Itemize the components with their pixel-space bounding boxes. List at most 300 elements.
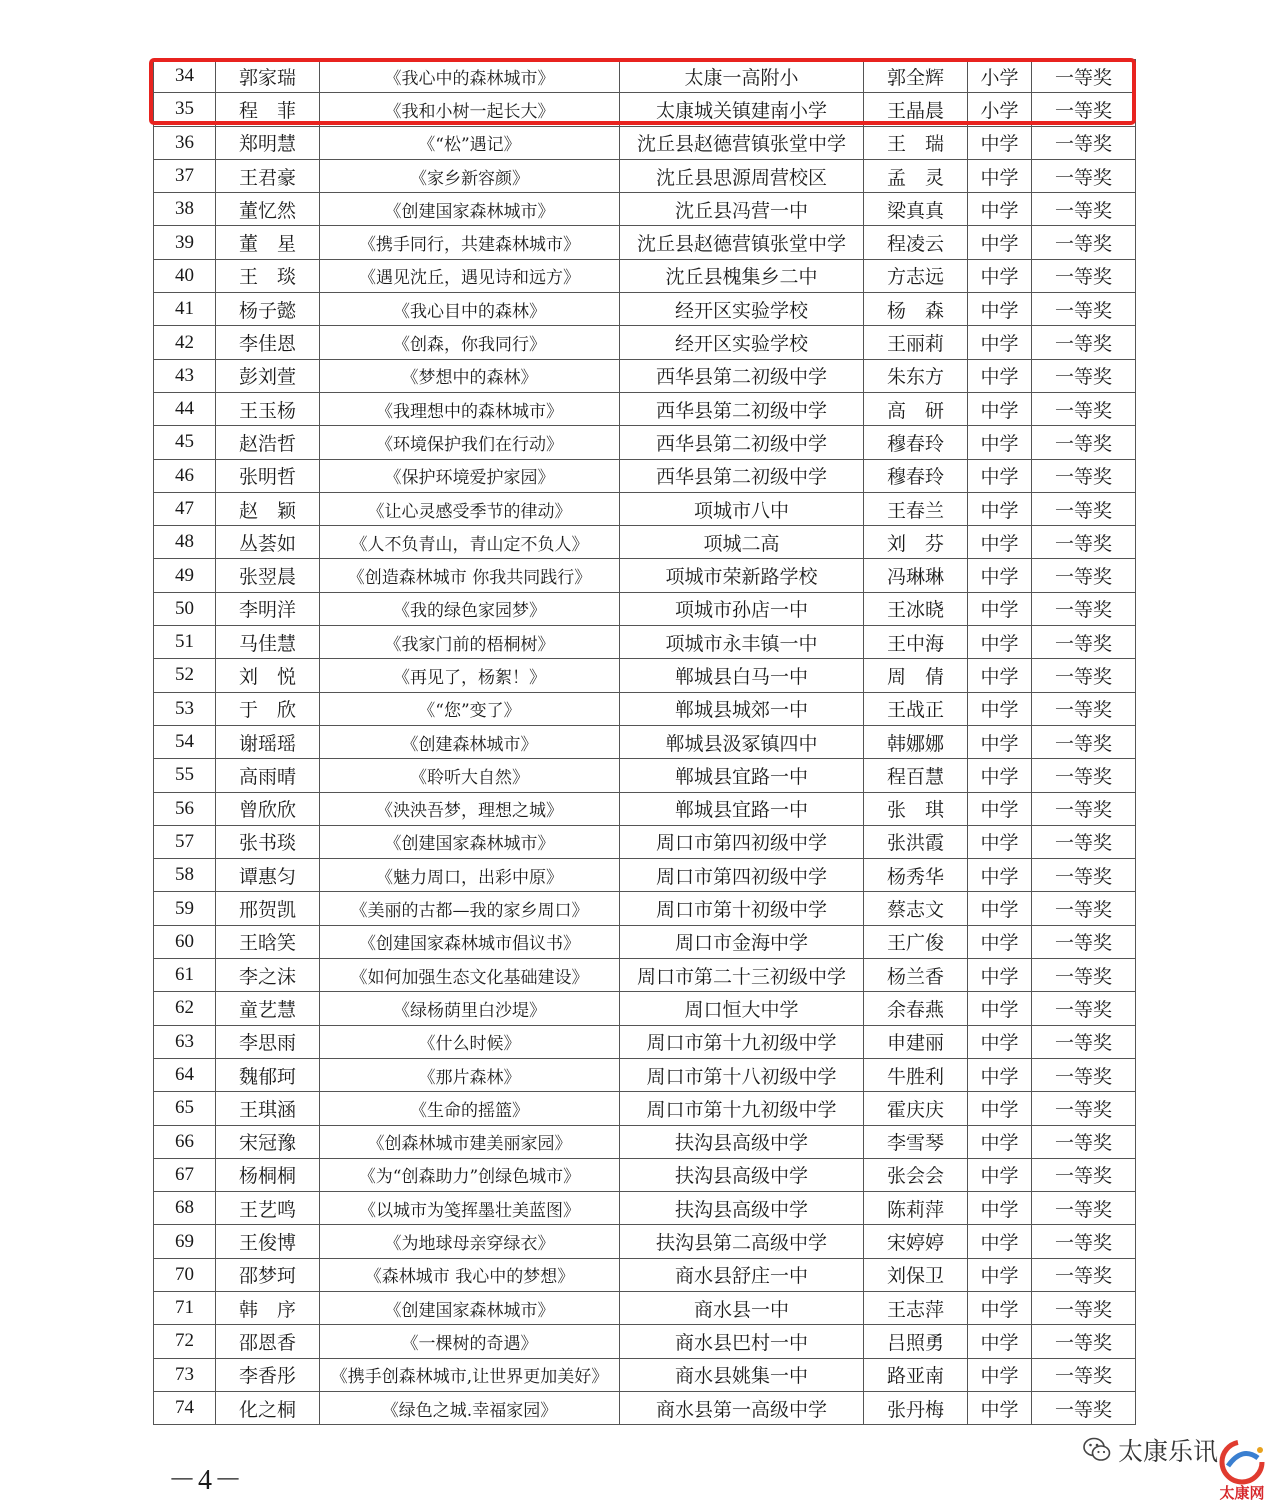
work-title: 《生命的摇篮》 — [320, 1092, 620, 1125]
school-level: 小学 — [968, 60, 1032, 93]
school-level: 中学 — [968, 759, 1032, 792]
table-row — [154, 892, 1136, 925]
school-level: 小学 — [968, 93, 1032, 126]
school-name: 西华县第二初级中学 — [620, 426, 864, 459]
row-number: 40 — [154, 259, 216, 292]
teacher-name: 程凌云 — [864, 226, 968, 259]
table-row — [154, 326, 1136, 359]
student-name: 高雨晴 — [216, 759, 320, 792]
school-level: 中学 — [968, 1158, 1032, 1191]
award-level: 一等奖 — [1032, 859, 1136, 892]
row-number: 35 — [154, 93, 216, 126]
row-number: 46 — [154, 459, 216, 492]
teacher-name: 张洪霞 — [864, 825, 968, 858]
table-row — [154, 226, 1136, 259]
school-level: 中学 — [968, 959, 1032, 992]
work-title: 《携手同行，共建森林城市》 — [320, 226, 620, 259]
teacher-name: 王丽莉 — [864, 326, 968, 359]
table-row — [154, 293, 1136, 326]
work-title: 《我和小树一起长大》 — [320, 93, 620, 126]
work-title: 《我的绿色家园梦》 — [320, 592, 620, 625]
student-name: 郭家瑞 — [216, 60, 320, 93]
work-title: 《创建国家森林城市倡议书》 — [320, 925, 620, 958]
teacher-name: 方志远 — [864, 259, 968, 292]
award-level: 一等奖 — [1032, 159, 1136, 192]
student-name: 李之沫 — [216, 959, 320, 992]
row-number: 58 — [154, 859, 216, 892]
row-number: 45 — [154, 426, 216, 459]
table-row — [154, 1325, 1136, 1358]
row-number: 55 — [154, 759, 216, 792]
teacher-name: 王广俊 — [864, 925, 968, 958]
school-level: 中学 — [968, 626, 1032, 659]
table-row — [154, 359, 1136, 392]
award-level: 一等奖 — [1032, 992, 1136, 1025]
work-title: 《那片森林》 — [320, 1058, 620, 1091]
school-level: 中学 — [968, 1325, 1032, 1358]
table-row — [154, 1192, 1136, 1225]
school-name: 太康一高附小 — [620, 60, 864, 93]
award-level: 一等奖 — [1032, 592, 1136, 625]
teacher-name: 王春兰 — [864, 492, 968, 525]
school-level: 中学 — [968, 159, 1032, 192]
award-level: 一等奖 — [1032, 892, 1136, 925]
student-name: 邢贺凯 — [216, 892, 320, 925]
school-name: 商水县第一高级中学 — [620, 1391, 864, 1424]
school-name: 沈丘县赵德营镇张堂中学 — [620, 126, 864, 159]
teacher-name: 杨 森 — [864, 293, 968, 326]
row-number: 41 — [154, 293, 216, 326]
student-name: 王 琰 — [216, 259, 320, 292]
award-level: 一等奖 — [1032, 1158, 1136, 1191]
award-level: 一等奖 — [1032, 226, 1136, 259]
school-level: 中学 — [968, 1125, 1032, 1158]
work-title: 《我家门前的梧桐树》 — [320, 626, 620, 659]
award-level: 一等奖 — [1032, 326, 1136, 359]
award-level: 一等奖 — [1032, 1391, 1136, 1424]
school-name: 项城市荣新路学校 — [620, 559, 864, 592]
student-name: 王艺鸣 — [216, 1192, 320, 1225]
row-number: 65 — [154, 1092, 216, 1125]
award-level: 一等奖 — [1032, 692, 1136, 725]
table-row — [154, 626, 1136, 659]
row-number: 56 — [154, 792, 216, 825]
school-level: 中学 — [968, 359, 1032, 392]
school-name: 沈丘县冯营一中 — [620, 193, 864, 226]
school-name: 西华县第二初级中学 — [620, 359, 864, 392]
teacher-name: 王中海 — [864, 626, 968, 659]
school-level: 中学 — [968, 492, 1032, 525]
teacher-name: 申建丽 — [864, 1025, 968, 1058]
row-number: 60 — [154, 925, 216, 958]
school-name: 项城市孙店一中 — [620, 592, 864, 625]
table-row — [154, 1358, 1136, 1391]
student-name: 王琪涵 — [216, 1092, 320, 1125]
school-level: 中学 — [968, 592, 1032, 625]
table-row — [154, 60, 1136, 93]
row-number: 73 — [154, 1358, 216, 1391]
student-name: 曾欣欣 — [216, 792, 320, 825]
teacher-name: 王志萍 — [864, 1291, 968, 1324]
award-level: 一等奖 — [1032, 559, 1136, 592]
teacher-name: 刘保卫 — [864, 1258, 968, 1291]
school-level: 中学 — [968, 1258, 1032, 1291]
award-level: 一等奖 — [1032, 825, 1136, 858]
work-title: 《一棵树的奇遇》 — [320, 1325, 620, 1358]
award-level: 一等奖 — [1032, 1192, 1136, 1225]
school-name: 沈丘县赵德营镇张堂中学 — [620, 226, 864, 259]
student-name: 彭刘萱 — [216, 359, 320, 392]
table-row — [154, 1258, 1136, 1291]
work-title: 《美丽的古都—我的家乡周口》 — [320, 892, 620, 925]
work-title: 《“您”变了》 — [320, 692, 620, 725]
student-name: 化之桐 — [216, 1391, 320, 1424]
teacher-name: 冯琳琳 — [864, 559, 968, 592]
table-row — [154, 1158, 1136, 1191]
school-name: 沈丘县思源周营校区 — [620, 159, 864, 192]
work-title: 《魅力周口，出彩中原》 — [320, 859, 620, 892]
table-row — [154, 992, 1136, 1025]
award-level: 一等奖 — [1032, 60, 1136, 93]
row-number: 71 — [154, 1291, 216, 1324]
school-level: 中学 — [968, 925, 1032, 958]
teacher-name: 张 琪 — [864, 792, 968, 825]
row-number: 50 — [154, 592, 216, 625]
award-level: 一等奖 — [1032, 492, 1136, 525]
work-title: 《什么时候》 — [320, 1025, 620, 1058]
school-level: 中学 — [968, 1092, 1032, 1125]
table-row — [154, 792, 1136, 825]
work-title: 《绿杨荫里白沙堤》 — [320, 992, 620, 1025]
student-name: 李明洋 — [216, 592, 320, 625]
row-number: 74 — [154, 1391, 216, 1424]
school-name: 周口市第十九初级中学 — [620, 1025, 864, 1058]
table-row — [154, 93, 1136, 126]
student-name: 程 菲 — [216, 93, 320, 126]
school-level: 中学 — [968, 392, 1032, 425]
table-row — [154, 1391, 1136, 1424]
row-number: 36 — [154, 126, 216, 159]
row-number: 49 — [154, 559, 216, 592]
school-level: 中学 — [968, 259, 1032, 292]
work-title: 《梦想中的森林》 — [320, 359, 620, 392]
teacher-name: 郭全辉 — [864, 60, 968, 93]
school-name: 商水县一中 — [620, 1291, 864, 1324]
row-number: 62 — [154, 992, 216, 1025]
table-row — [154, 559, 1136, 592]
site-logo-text: 太康网 — [1219, 1484, 1265, 1502]
work-title: 《创建国家森林城市》 — [320, 1291, 620, 1324]
school-level: 中学 — [968, 293, 1032, 326]
teacher-name: 王战正 — [864, 692, 968, 725]
work-title: 《“松”遇记》 — [320, 126, 620, 159]
school-name: 周口市第十初级中学 — [620, 892, 864, 925]
work-title: 《我心目中的森林》 — [320, 293, 620, 326]
school-name: 周口市第二十三初级中学 — [620, 959, 864, 992]
school-level: 中学 — [968, 193, 1032, 226]
row-number: 43 — [154, 359, 216, 392]
work-title: 《泱泱吾梦，理想之城》 — [320, 792, 620, 825]
table-row — [154, 592, 1136, 625]
school-name: 郸城县汲冢镇四中 — [620, 725, 864, 758]
teacher-name: 韩娜娜 — [864, 725, 968, 758]
student-name: 于 欣 — [216, 692, 320, 725]
table-row — [154, 1092, 1136, 1125]
school-level: 中学 — [968, 226, 1032, 259]
school-level: 中学 — [968, 692, 1032, 725]
teacher-name: 王 瑞 — [864, 126, 968, 159]
teacher-name: 宋婷婷 — [864, 1225, 968, 1258]
student-name: 刘 悦 — [216, 659, 320, 692]
school-name: 郸城县城郊一中 — [620, 692, 864, 725]
student-name: 张明哲 — [216, 459, 320, 492]
table-row — [154, 1058, 1136, 1091]
school-level: 中学 — [968, 892, 1032, 925]
work-title: 《创造森林城市 你我共同践行》 — [320, 559, 620, 592]
award-level: 一等奖 — [1032, 1058, 1136, 1091]
school-level: 中学 — [968, 459, 1032, 492]
table-row — [154, 426, 1136, 459]
award-level: 一等奖 — [1032, 792, 1136, 825]
school-level: 中学 — [968, 526, 1032, 559]
teacher-name: 杨兰香 — [864, 959, 968, 992]
teacher-name: 穆春玲 — [864, 426, 968, 459]
table-row — [154, 859, 1136, 892]
row-number: 70 — [154, 1258, 216, 1291]
award-level: 一等奖 — [1032, 426, 1136, 459]
work-title: 《让心灵感受季节的律动》 — [320, 492, 620, 525]
table-row — [154, 1225, 1136, 1258]
table-row — [154, 959, 1136, 992]
teacher-name: 张会会 — [864, 1158, 968, 1191]
award-level: 一等奖 — [1032, 1025, 1136, 1058]
award-level: 一等奖 — [1032, 1225, 1136, 1258]
work-title: 《携手创森林城市,让世界更加美好》 — [320, 1358, 620, 1391]
teacher-name: 王晶晨 — [864, 93, 968, 126]
work-title: 《聆听大自然》 — [320, 759, 620, 792]
table-row — [154, 159, 1136, 192]
award-level: 一等奖 — [1032, 659, 1136, 692]
work-title: 《创森，你我同行》 — [320, 326, 620, 359]
table-row — [154, 193, 1136, 226]
award-level: 一等奖 — [1032, 1258, 1136, 1291]
award-level: 一等奖 — [1032, 193, 1136, 226]
school-name: 商水县姚集一中 — [620, 1358, 864, 1391]
row-number: 72 — [154, 1325, 216, 1358]
award-level: 一等奖 — [1032, 259, 1136, 292]
row-number: 57 — [154, 825, 216, 858]
work-title: 《环境保护我们在行动》 — [320, 426, 620, 459]
award-level: 一等奖 — [1032, 925, 1136, 958]
work-title: 《再见了，杨絮！》 — [320, 659, 620, 692]
watermark-text: 太康乐讯 — [1118, 1437, 1219, 1466]
row-number: 64 — [154, 1058, 216, 1091]
student-name: 邵梦珂 — [216, 1258, 320, 1291]
teacher-name: 蔡志文 — [864, 892, 968, 925]
award-level: 一等奖 — [1032, 626, 1136, 659]
school-level: 中学 — [968, 1291, 1032, 1324]
row-number: 52 — [154, 659, 216, 692]
teacher-name: 孟 灵 — [864, 159, 968, 192]
award-level: 一等奖 — [1032, 1325, 1136, 1358]
student-name: 赵 颖 — [216, 492, 320, 525]
table-row — [154, 759, 1136, 792]
school-level: 中学 — [968, 1358, 1032, 1391]
table-row — [154, 1291, 1136, 1324]
school-level: 中学 — [968, 1058, 1032, 1091]
school-name: 郸城县宜路一中 — [620, 792, 864, 825]
teacher-name: 高 研 — [864, 392, 968, 425]
work-title: 《家乡新容颜》 — [320, 159, 620, 192]
table-body — [154, 60, 1136, 1425]
teacher-name: 李雪琴 — [864, 1125, 968, 1158]
teacher-name: 朱东方 — [864, 359, 968, 392]
school-level: 中学 — [968, 1025, 1032, 1058]
table-row — [154, 825, 1136, 858]
student-name: 张书琰 — [216, 825, 320, 858]
watermark — [1082, 1432, 1218, 1468]
student-name: 马佳慧 — [216, 626, 320, 659]
table-row — [154, 1125, 1136, 1158]
teacher-name: 霍庆庆 — [864, 1092, 968, 1125]
row-number: 39 — [154, 226, 216, 259]
student-name: 董 星 — [216, 226, 320, 259]
table-row — [154, 459, 1136, 492]
work-title: 《如何加强生态文化基础建设》 — [320, 959, 620, 992]
work-title: 《创建国家森林城市》 — [320, 825, 620, 858]
row-number: 44 — [154, 392, 216, 425]
teacher-name: 杨秀华 — [864, 859, 968, 892]
student-name: 丛荟如 — [216, 526, 320, 559]
student-name: 郑明慧 — [216, 126, 320, 159]
student-name: 王俊博 — [216, 1225, 320, 1258]
school-name: 郸城县宜路一中 — [620, 759, 864, 792]
student-name: 赵浩哲 — [216, 426, 320, 459]
school-level: 中学 — [968, 1192, 1032, 1225]
student-name: 邵恩香 — [216, 1325, 320, 1358]
row-number: 38 — [154, 193, 216, 226]
school-name: 项城市永丰镇一中 — [620, 626, 864, 659]
school-level: 中学 — [968, 825, 1032, 858]
work-title: 《以城市为笺挥墨壮美蓝图》 — [320, 1192, 620, 1225]
school-name: 扶沟县高级中学 — [620, 1125, 864, 1158]
award-level: 一等奖 — [1032, 392, 1136, 425]
school-level: 中学 — [968, 1391, 1032, 1424]
work-title: 《创森林城市建美丽家园》 — [320, 1125, 620, 1158]
school-level: 中学 — [968, 725, 1032, 758]
work-title: 《为“创森助力”创绿色城市》 — [320, 1158, 620, 1191]
teacher-name: 程百慧 — [864, 759, 968, 792]
row-number: 37 — [154, 159, 216, 192]
award-level: 一等奖 — [1032, 293, 1136, 326]
teacher-name: 梁真真 — [864, 193, 968, 226]
student-name: 王君豪 — [216, 159, 320, 192]
work-title: 《我心中的森林城市》 — [320, 60, 620, 93]
teacher-name: 牛胜利 — [864, 1058, 968, 1091]
table-row — [154, 692, 1136, 725]
student-name: 童艺慧 — [216, 992, 320, 1025]
student-name: 谢瑶瑶 — [216, 725, 320, 758]
table-row — [154, 126, 1136, 159]
school-level: 中学 — [968, 559, 1032, 592]
work-title: 《创建森林城市》 — [320, 725, 620, 758]
row-number: 51 — [154, 626, 216, 659]
award-level: 一等奖 — [1032, 1358, 1136, 1391]
school-level: 中学 — [968, 859, 1032, 892]
student-name: 李佳恩 — [216, 326, 320, 359]
school-level: 中学 — [968, 426, 1032, 459]
table-row — [154, 925, 1136, 958]
work-title: 《遇见沈丘，遇见诗和远方》 — [320, 259, 620, 292]
school-name: 项城市八中 — [620, 492, 864, 525]
award-level: 一等奖 — [1032, 1125, 1136, 1158]
school-name: 西华县第二初级中学 — [620, 459, 864, 492]
table-row — [154, 259, 1136, 292]
row-number: 34 — [154, 60, 216, 93]
school-name: 扶沟县高级中学 — [620, 1192, 864, 1225]
teacher-name: 张丹梅 — [864, 1391, 968, 1424]
school-level: 中学 — [968, 792, 1032, 825]
school-name: 郸城县白马一中 — [620, 659, 864, 692]
award-level: 一等奖 — [1032, 526, 1136, 559]
row-number: 42 — [154, 326, 216, 359]
student-name: 杨桐桐 — [216, 1158, 320, 1191]
school-name: 西华县第二初级中学 — [620, 392, 864, 425]
school-name: 周口市第十八初级中学 — [620, 1058, 864, 1091]
school-name: 商水县舒庄一中 — [620, 1258, 864, 1291]
work-title: 《为地球母亲穿绿衣》 — [320, 1225, 620, 1258]
school-name: 太康城关镇建南小学 — [620, 93, 864, 126]
table-row — [154, 492, 1136, 525]
school-level: 中学 — [968, 326, 1032, 359]
teacher-name: 王冰晓 — [864, 592, 968, 625]
school-name: 经开区实验学校 — [620, 293, 864, 326]
award-level: 一等奖 — [1032, 126, 1136, 159]
teacher-name: 陈莉萍 — [864, 1192, 968, 1225]
table-row — [154, 725, 1136, 758]
school-name: 扶沟县第二高级中学 — [620, 1225, 864, 1258]
award-level: 一等奖 — [1032, 359, 1136, 392]
wechat-icon — [1082, 1435, 1112, 1465]
student-name: 韩 序 — [216, 1291, 320, 1324]
row-number: 67 — [154, 1158, 216, 1191]
student-name: 董忆然 — [216, 193, 320, 226]
row-number: 68 — [154, 1192, 216, 1225]
row-number: 53 — [154, 692, 216, 725]
table-row — [154, 392, 1136, 425]
student-name: 王玉杨 — [216, 392, 320, 425]
school-name: 项城二高 — [620, 526, 864, 559]
student-name: 李香彤 — [216, 1358, 320, 1391]
award-level: 一等奖 — [1032, 959, 1136, 992]
school-name: 周口市金海中学 — [620, 925, 864, 958]
teacher-name: 路亚南 — [864, 1358, 968, 1391]
row-number: 48 — [154, 526, 216, 559]
award-level: 一等奖 — [1032, 725, 1136, 758]
school-name: 经开区实验学校 — [620, 326, 864, 359]
table-row — [154, 1025, 1136, 1058]
work-title: 《创建国家森林城市》 — [320, 193, 620, 226]
student-name: 魏郁珂 — [216, 1058, 320, 1091]
student-name: 王晗笑 — [216, 925, 320, 958]
table-row — [154, 526, 1136, 559]
work-title: 《森林城市 我心中的梦想》 — [320, 1258, 620, 1291]
school-name: 周口市第四初级中学 — [620, 825, 864, 858]
row-number: 59 — [154, 892, 216, 925]
award-table — [153, 59, 1136, 1425]
student-name: 杨子懿 — [216, 293, 320, 326]
work-title: 《人不负青山，青山定不负人》 — [320, 526, 620, 559]
